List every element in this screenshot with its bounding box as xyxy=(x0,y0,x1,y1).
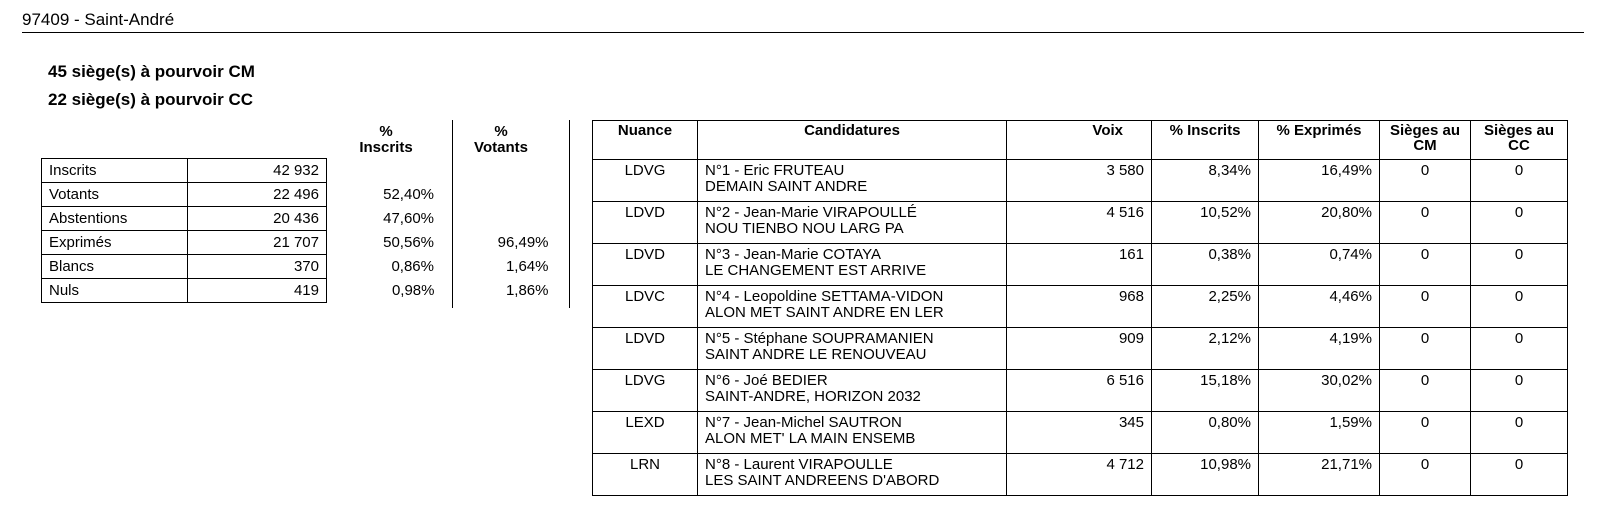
cell-candidature xyxy=(698,412,1007,454)
candidate-name: N°8 - Laurent VIRAPOULLE xyxy=(705,456,893,473)
cell-sieges-cc: 0 xyxy=(1471,244,1568,286)
summary-label: Nuls xyxy=(42,279,188,303)
cell-candidature xyxy=(698,202,1007,244)
cell-pct-exprimes: 21,71% xyxy=(1259,454,1380,496)
cell-sieges-cm: 0 xyxy=(1380,286,1471,328)
cell-sieges-cm: 0 xyxy=(1380,412,1471,454)
summary-label: Votants xyxy=(42,183,188,207)
cell-pct-inscrits: 2,25% xyxy=(1152,286,1259,328)
cell-pct-exprimes: 0,74% xyxy=(1259,244,1380,286)
seats-cm: 45 siège(s) à pourvoir CM xyxy=(48,62,255,81)
cell-pct-exprimes: 16,49% xyxy=(1259,160,1380,202)
summary-label: Inscrits xyxy=(42,159,188,183)
header-nuance: Nuance xyxy=(593,121,698,160)
cell-pct-inscrits: 10,52% xyxy=(1152,202,1259,244)
cell-pct-exprimes: 4,19% xyxy=(1259,328,1380,370)
cell-nuance: LEXD xyxy=(593,412,698,454)
cell-nuance: LDVG xyxy=(593,160,698,202)
cell-pct-inscrits: 2,12% xyxy=(1152,328,1259,370)
cell-candidature xyxy=(698,160,1007,202)
summary-pct-votants xyxy=(441,207,555,231)
summary-pct-votants: 96,49% xyxy=(497,234,549,251)
cell-nuance: LDVD xyxy=(593,244,698,286)
table-row xyxy=(593,244,1568,286)
cell-voix: 909 xyxy=(1007,328,1152,370)
summary-pct-inscrits: 52,40% xyxy=(383,186,434,203)
candidate-list: NOU TIENBO NOU LARG PA xyxy=(705,220,904,237)
summary-pct-votants xyxy=(441,159,555,183)
table-row xyxy=(593,412,1568,454)
cell-sieges-cm: 0 xyxy=(1380,244,1471,286)
cell-sieges-cc: 0 xyxy=(1471,328,1568,370)
cell-sieges-cc: 0 xyxy=(1471,202,1568,244)
candidate-name: N°3 - Jean-Marie COTAYA xyxy=(705,246,882,263)
commune-title: 97409 - Saint-André xyxy=(22,10,1584,33)
table-header-row xyxy=(593,121,1568,160)
cell-voix: 4 516 xyxy=(1007,202,1152,244)
summary-column-divider xyxy=(569,120,570,308)
header-candidatures: Candidatures xyxy=(698,121,1007,160)
cell-pct-exprimes: 30,02% xyxy=(1259,370,1380,412)
cell-candidature xyxy=(698,454,1007,496)
summary-value: 20 436 xyxy=(188,207,327,231)
cell-pct-exprimes: 4,46% xyxy=(1259,286,1380,328)
cell-candidature xyxy=(698,286,1007,328)
summary-label: Exprimés xyxy=(42,231,188,255)
cell-pct-inscrits: 15,18% xyxy=(1152,370,1259,412)
cell-sieges-cm: 0 xyxy=(1380,328,1471,370)
candidate-list: DEMAIN SAINT ANDRE xyxy=(705,178,868,195)
cell-sieges-cm: 0 xyxy=(1380,160,1471,202)
cell-voix: 345 xyxy=(1007,412,1152,454)
summary-header-pct-inscrits: % Inscrits xyxy=(359,123,413,156)
cell-voix: 161 xyxy=(1007,244,1152,286)
summary-header-pct-votants: % Votants xyxy=(474,123,528,156)
cell-sieges-cm: 0 xyxy=(1380,202,1471,244)
candidate-list: ALON MET SAINT ANDRE EN LER xyxy=(705,304,944,321)
summary-label: Abstentions xyxy=(42,207,188,231)
cell-nuance: LRN xyxy=(593,454,698,496)
cell-voix: 4 712 xyxy=(1007,454,1152,496)
cell-sieges-cm: 0 xyxy=(1380,370,1471,412)
cell-nuance: LDVG xyxy=(593,370,698,412)
cell-pct-inscrits: 10,98% xyxy=(1152,454,1259,496)
summary-label: Blancs xyxy=(42,255,188,279)
table-row xyxy=(42,207,555,231)
table-row xyxy=(42,231,555,255)
cell-voix: 6 516 xyxy=(1007,370,1152,412)
table-row xyxy=(593,370,1568,412)
candidate-name: N°4 - Leopoldine SETTAMA-VIDON xyxy=(705,288,944,305)
candidates-table xyxy=(592,120,1568,496)
cell-nuance: LDVD xyxy=(593,328,698,370)
summary-pct-inscrits: 47,60% xyxy=(383,210,434,227)
cell-candidature xyxy=(698,244,1007,286)
cell-voix: 3 580 xyxy=(1007,160,1152,202)
summary-pct-votants xyxy=(441,183,555,207)
table-row xyxy=(593,454,1568,496)
candidate-list: SAINT-ANDRE, HORIZON 2032 xyxy=(705,388,921,405)
table-row xyxy=(593,286,1568,328)
summary-pct-inscrits: 0,86% xyxy=(391,258,434,275)
summary-pct-inscrits xyxy=(327,159,441,183)
summary-table xyxy=(41,158,555,303)
cell-sieges-cc: 0 xyxy=(1471,454,1568,496)
cell-candidature xyxy=(698,328,1007,370)
cell-sieges-cc: 0 xyxy=(1471,286,1568,328)
summary-pct-votants: 1,64% xyxy=(505,258,549,275)
summary-value: 42 932 xyxy=(188,159,327,183)
candidate-list: SAINT ANDRE LE RENOUVEAU xyxy=(705,346,927,363)
candidate-list: ALON MET' LA MAIN ENSEMB xyxy=(705,430,916,447)
table-row xyxy=(593,160,1568,202)
cell-sieges-cc: 0 xyxy=(1471,160,1568,202)
cell-nuance: LDVC xyxy=(593,286,698,328)
table-row xyxy=(593,202,1568,244)
summary-value: 21 707 xyxy=(188,231,327,255)
table-row xyxy=(593,328,1568,370)
summary-pct-votants: 1,86% xyxy=(505,282,549,299)
header-sieges-cm: Sièges au CM xyxy=(1380,121,1471,160)
candidate-name: N°7 - Jean-Michel SAUTRON xyxy=(705,414,902,431)
summary-value: 419 xyxy=(188,279,327,303)
header-pct-inscrits: % Inscrits xyxy=(1152,121,1259,160)
cell-voix: 968 xyxy=(1007,286,1152,328)
cell-pct-inscrits: 0,80% xyxy=(1152,412,1259,454)
cell-sieges-cc: 0 xyxy=(1471,370,1568,412)
cell-sieges-cm: 0 xyxy=(1380,454,1471,496)
seats-cc: 22 siège(s) à pourvoir CC xyxy=(48,90,254,109)
candidate-name: N°5 - Stéphane SOUPRAMANIEN xyxy=(705,330,934,347)
cell-sieges-cc: 0 xyxy=(1471,412,1568,454)
header-sieges-cc: Sièges au CC xyxy=(1471,121,1568,160)
candidate-list: LES SAINT ANDREENS D'ABORD xyxy=(705,472,940,489)
cell-nuance: LDVD xyxy=(593,202,698,244)
table-row xyxy=(42,255,555,279)
cell-pct-exprimes: 20,80% xyxy=(1259,202,1380,244)
summary-value: 370 xyxy=(188,255,327,279)
cell-pct-inscrits: 0,38% xyxy=(1152,244,1259,286)
summary-pct-inscrits: 50,56% xyxy=(383,234,434,251)
cell-candidature xyxy=(698,370,1007,412)
cell-pct-exprimes: 1,59% xyxy=(1259,412,1380,454)
summary-pct-inscrits: 0,98% xyxy=(391,282,435,299)
summary-value: 22 496 xyxy=(188,183,327,207)
candidate-list: LE CHANGEMENT EST ARRIVE xyxy=(705,262,927,279)
header-pct-exprimes: % Exprimés xyxy=(1259,121,1380,160)
table-row xyxy=(42,279,555,303)
candidate-name: N°6 - Joé BEDIER xyxy=(705,372,828,389)
candidate-name: N°1 - Eric FRUTEAU xyxy=(705,162,845,179)
cell-pct-inscrits: 8,34% xyxy=(1152,160,1259,202)
table-row xyxy=(42,183,555,207)
header-voix: Voix xyxy=(1007,121,1152,160)
table-row xyxy=(42,159,555,183)
candidate-name: N°2 - Jean-Marie VIRAPOULLÉ xyxy=(705,204,917,221)
